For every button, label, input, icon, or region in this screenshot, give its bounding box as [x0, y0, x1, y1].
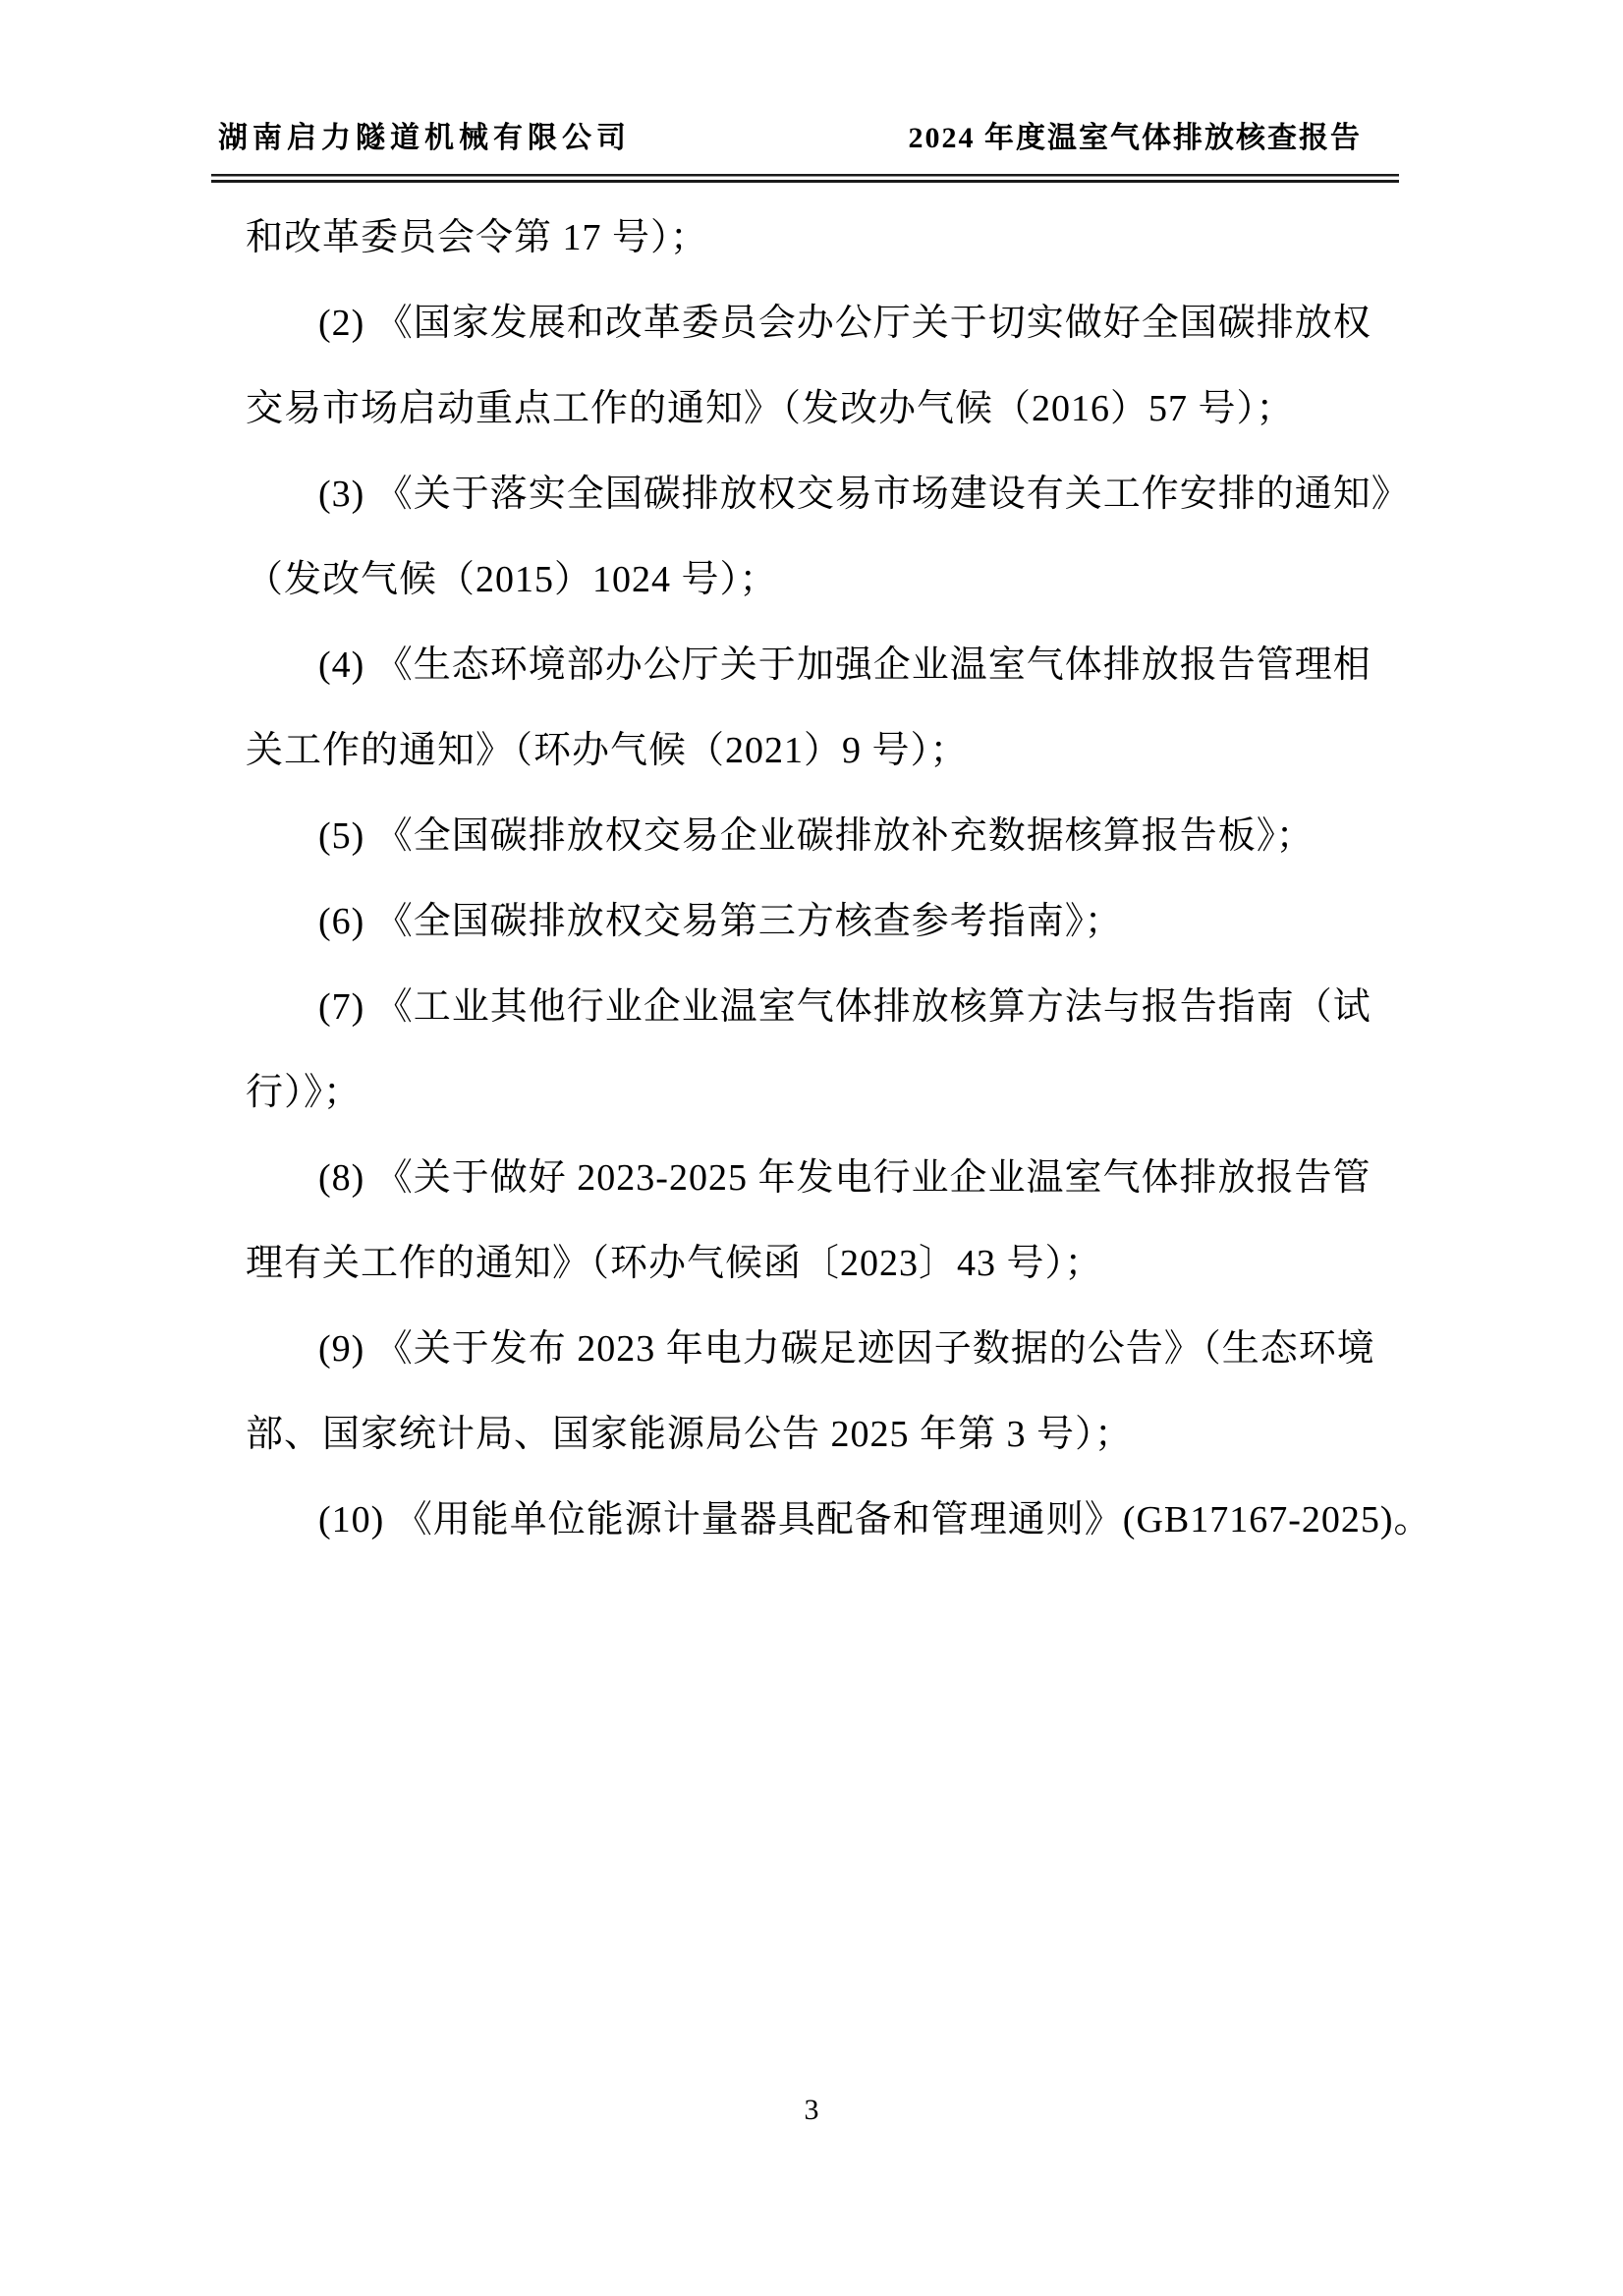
body-line: (5) 《全国碳排放权交易企业碳排放补充数据核算报告板》；: [318, 815, 1315, 857]
body-line: (6) 《全国碳排放权交易第三方核查参考指南》；: [318, 901, 1123, 942]
body-line: (2) 《国家发展和改革委员会办公厅关于切实做好全国碳排放权: [318, 303, 1371, 344]
body-line: 理有关工作的通知》（环办气候函〔2023〕43 号）；: [246, 1243, 1103, 1284]
header-report-title: 2024 年度温室气体排放核查报告: [908, 122, 1362, 154]
body-line: (10) 《用能单位能源计量器具配备和管理通则》(GB17167-2025)。: [318, 1499, 1432, 1540]
body-line: (4) 《生态环境部办公厅关于加强企业温室气体排放报告管理相: [318, 644, 1371, 686]
body-line: (7) 《工业其他行业企业温室气体排放核算方法与报告指南（试: [318, 986, 1371, 1028]
page-footer: [0, 2091, 1623, 2130]
body-line: 交易市场启动重点工作的通知》（发改办气候（2016）57 号）；: [246, 388, 1295, 429]
header-company-name: 湖南启力隧道机械有限公司: [218, 122, 631, 154]
body-line: 部、国家统计局、国家能源局公告 2025 年第 3 号）；: [246, 1414, 1134, 1455]
page-number: 3: [804, 2094, 819, 2126]
header-double-rule: [211, 174, 1399, 183]
body-line: (3) 《关于落实全国碳排放权交易市场建设有关工作安排的通知》: [318, 474, 1410, 515]
body-line: (9) 《关于发布 2023 年电力碳足迹因子数据的公告》（生态环境: [318, 1328, 1375, 1370]
body-line: 和改革委员会令第 17 号）；: [246, 217, 709, 258]
body-line: （发改气候（2015）1024 号）；: [246, 559, 778, 600]
page-header: [218, 120, 1387, 157]
body-line: (8) 《关于做好 2023-2025 年发电行业企业温室气体排放报告管: [318, 1157, 1371, 1199]
body-line: 关工作的通知》（环办气候（2021）9 号）；: [246, 730, 969, 771]
body-line: 行）》；: [246, 1072, 363, 1113]
document-body: [246, 196, 1432, 1563]
